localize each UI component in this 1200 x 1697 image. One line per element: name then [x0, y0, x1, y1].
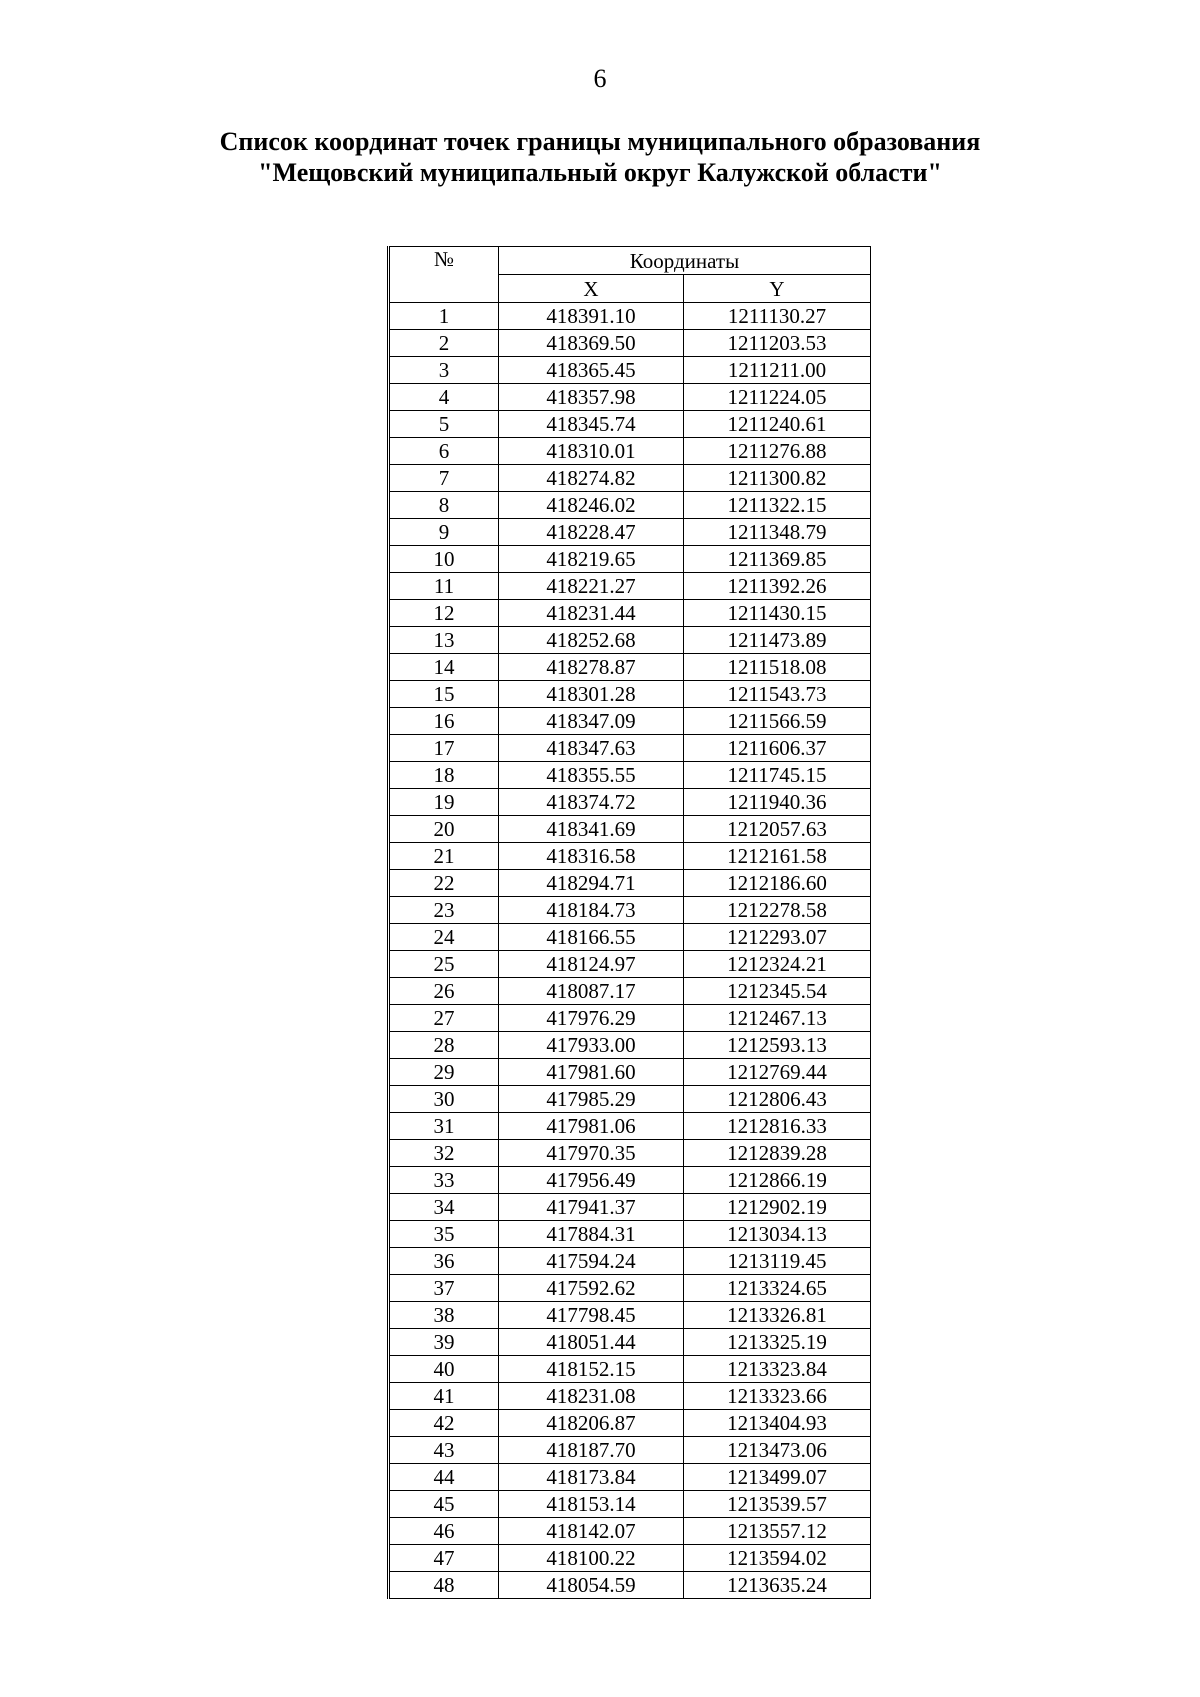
table-row — [389, 357, 871, 384]
cell-x-coordinate: 418294.71 — [499, 870, 684, 897]
cell-x-coordinate: 418100.22 — [499, 1545, 684, 1572]
cell-y-coordinate: 1211322.15 — [684, 492, 871, 519]
table-row — [389, 789, 871, 816]
cell-x-coordinate: 418173.84 — [499, 1464, 684, 1491]
column-header-x: X — [499, 275, 684, 303]
cell-x-coordinate: 418341.69 — [499, 816, 684, 843]
cell-point-number: 27 — [389, 1005, 499, 1032]
cell-y-coordinate: 1212467.13 — [684, 1005, 871, 1032]
table-row — [389, 1518, 871, 1545]
cell-point-number: 3 — [389, 357, 499, 384]
cell-x-coordinate: 418231.08 — [499, 1383, 684, 1410]
cell-point-number: 32 — [389, 1140, 499, 1167]
cell-point-number: 43 — [389, 1437, 499, 1464]
cell-y-coordinate: 1211369.85 — [684, 546, 871, 573]
cell-x-coordinate: 418152.15 — [499, 1356, 684, 1383]
cell-point-number: 28 — [389, 1032, 499, 1059]
cell-point-number: 2 — [389, 330, 499, 357]
cell-point-number: 21 — [389, 843, 499, 870]
cell-x-coordinate: 418374.72 — [499, 789, 684, 816]
cell-point-number: 20 — [389, 816, 499, 843]
table-row — [389, 816, 871, 843]
cell-y-coordinate: 1213557.12 — [684, 1518, 871, 1545]
cell-y-coordinate: 1211543.73 — [684, 681, 871, 708]
table-row — [389, 1032, 871, 1059]
cell-y-coordinate: 1212278.58 — [684, 897, 871, 924]
table-row — [389, 465, 871, 492]
cell-y-coordinate: 1211473.89 — [684, 627, 871, 654]
table-row — [389, 627, 871, 654]
table-row — [389, 519, 871, 546]
table-row — [389, 438, 871, 465]
table-row — [389, 843, 871, 870]
cell-point-number: 15 — [389, 681, 499, 708]
cell-x-coordinate: 417594.24 — [499, 1248, 684, 1275]
cell-y-coordinate: 1212816.33 — [684, 1113, 871, 1140]
cell-y-coordinate: 1212902.19 — [684, 1194, 871, 1221]
cell-point-number: 5 — [389, 411, 499, 438]
cell-point-number: 16 — [389, 708, 499, 735]
cell-x-coordinate: 418246.02 — [499, 492, 684, 519]
cell-y-coordinate: 1212293.07 — [684, 924, 871, 951]
cell-y-coordinate: 1212324.21 — [684, 951, 871, 978]
cell-y-coordinate: 1212593.13 — [684, 1032, 871, 1059]
cell-y-coordinate: 1213326.81 — [684, 1302, 871, 1329]
cell-x-coordinate: 417933.00 — [499, 1032, 684, 1059]
cell-y-coordinate: 1211203.53 — [684, 330, 871, 357]
cell-y-coordinate: 1213323.84 — [684, 1356, 871, 1383]
cell-point-number: 42 — [389, 1410, 499, 1437]
cell-x-coordinate: 418365.45 — [499, 357, 684, 384]
cell-point-number: 25 — [389, 951, 499, 978]
cell-x-coordinate: 418391.10 — [499, 303, 684, 330]
cell-point-number: 29 — [389, 1059, 499, 1086]
cell-y-coordinate: 1211566.59 — [684, 708, 871, 735]
cell-y-coordinate: 1213119.45 — [684, 1248, 871, 1275]
table-row — [389, 411, 871, 438]
table-row — [389, 951, 871, 978]
cell-x-coordinate: 417976.29 — [499, 1005, 684, 1032]
table-row — [389, 1356, 871, 1383]
table-row — [389, 1410, 871, 1437]
table-row — [389, 330, 871, 357]
cell-x-coordinate: 418357.98 — [499, 384, 684, 411]
cell-point-number: 12 — [389, 600, 499, 627]
table-row — [389, 1167, 871, 1194]
cell-point-number: 40 — [389, 1356, 499, 1383]
cell-point-number: 19 — [389, 789, 499, 816]
cell-point-number: 14 — [389, 654, 499, 681]
cell-x-coordinate: 418184.73 — [499, 897, 684, 924]
cell-x-coordinate: 417956.49 — [499, 1167, 684, 1194]
cell-y-coordinate: 1211518.08 — [684, 654, 871, 681]
cell-point-number: 34 — [389, 1194, 499, 1221]
cell-x-coordinate: 417798.45 — [499, 1302, 684, 1329]
cell-point-number: 30 — [389, 1086, 499, 1113]
table-row — [389, 546, 871, 573]
cell-x-coordinate: 417941.37 — [499, 1194, 684, 1221]
table-row — [389, 1491, 871, 1518]
cell-point-number: 44 — [389, 1464, 499, 1491]
cell-y-coordinate: 1211392.26 — [684, 573, 871, 600]
cell-y-coordinate: 1211224.05 — [684, 384, 871, 411]
cell-point-number: 13 — [389, 627, 499, 654]
cell-y-coordinate: 1212806.43 — [684, 1086, 871, 1113]
cell-x-coordinate: 418355.55 — [499, 762, 684, 789]
cell-x-coordinate: 418142.07 — [499, 1518, 684, 1545]
cell-y-coordinate: 1213594.02 — [684, 1545, 871, 1572]
cell-y-coordinate: 1213473.06 — [684, 1437, 871, 1464]
cell-point-number: 46 — [389, 1518, 499, 1545]
table-row — [389, 1302, 871, 1329]
cell-x-coordinate: 418345.74 — [499, 411, 684, 438]
table-row — [389, 654, 871, 681]
cell-x-coordinate: 418231.44 — [499, 600, 684, 627]
cell-y-coordinate: 1213635.24 — [684, 1572, 871, 1599]
page-number: 6 — [593, 64, 607, 93]
column-header-number: № — [389, 247, 499, 303]
cell-y-coordinate: 1211940.36 — [684, 789, 871, 816]
cell-y-coordinate: 1211606.37 — [684, 735, 871, 762]
cell-point-number: 6 — [389, 438, 499, 465]
cell-x-coordinate: 418252.68 — [499, 627, 684, 654]
cell-x-coordinate: 418301.28 — [499, 681, 684, 708]
table-row — [389, 384, 871, 411]
cell-point-number: 31 — [389, 1113, 499, 1140]
table-row — [389, 1437, 871, 1464]
table-row — [389, 1572, 871, 1599]
table-row — [389, 681, 871, 708]
table-row — [389, 303, 871, 330]
cell-x-coordinate: 418310.01 — [499, 438, 684, 465]
cell-point-number: 37 — [389, 1275, 499, 1302]
cell-point-number: 39 — [389, 1329, 499, 1356]
table-row — [389, 1329, 871, 1356]
cell-y-coordinate: 1213325.19 — [684, 1329, 871, 1356]
table-row — [389, 1383, 871, 1410]
cell-x-coordinate: 417970.35 — [499, 1140, 684, 1167]
cell-point-number: 1 — [389, 303, 499, 330]
column-header-y: Y — [684, 275, 871, 303]
table-row — [389, 924, 871, 951]
table-row — [389, 1221, 871, 1248]
cell-y-coordinate: 1211300.82 — [684, 465, 871, 492]
table-row — [389, 1275, 871, 1302]
cell-x-coordinate: 417884.31 — [499, 1221, 684, 1248]
cell-y-coordinate: 1211130.27 — [684, 303, 871, 330]
cell-x-coordinate: 418087.17 — [499, 978, 684, 1005]
document-title-line-1: Список координат точек границы муниципального образования — [219, 127, 981, 156]
cell-x-coordinate: 418153.14 — [499, 1491, 684, 1518]
table-row — [389, 1005, 871, 1032]
cell-point-number: 17 — [389, 735, 499, 762]
cell-point-number: 24 — [389, 924, 499, 951]
cell-y-coordinate: 1212186.60 — [684, 870, 871, 897]
table-row — [389, 1545, 871, 1572]
cell-y-coordinate: 1212161.58 — [684, 843, 871, 870]
cell-x-coordinate: 418187.70 — [499, 1437, 684, 1464]
cell-point-number: 9 — [389, 519, 499, 546]
cell-y-coordinate: 1213404.93 — [684, 1410, 871, 1437]
cell-point-number: 8 — [389, 492, 499, 519]
cell-x-coordinate: 418278.87 — [499, 654, 684, 681]
table-row — [389, 1086, 871, 1113]
cell-point-number: 47 — [389, 1545, 499, 1572]
cell-x-coordinate: 418347.09 — [499, 708, 684, 735]
table-row — [389, 573, 871, 600]
table-header-row — [389, 247, 871, 275]
cell-x-coordinate: 417981.60 — [499, 1059, 684, 1086]
cell-y-coordinate: 1212345.54 — [684, 978, 871, 1005]
cell-point-number: 35 — [389, 1221, 499, 1248]
cell-y-coordinate: 1211430.15 — [684, 600, 871, 627]
cell-y-coordinate: 1213323.66 — [684, 1383, 871, 1410]
cell-y-coordinate: 1211348.79 — [684, 519, 871, 546]
cell-point-number: 11 — [389, 573, 499, 600]
cell-y-coordinate: 1213539.57 — [684, 1491, 871, 1518]
table-row — [389, 897, 871, 924]
cell-x-coordinate: 418051.44 — [499, 1329, 684, 1356]
cell-x-coordinate: 418166.55 — [499, 924, 684, 951]
table-row — [389, 492, 871, 519]
cell-point-number: 48 — [389, 1572, 499, 1599]
table-body — [389, 303, 871, 1599]
cell-y-coordinate: 1212769.44 — [684, 1059, 871, 1086]
table-row — [389, 708, 871, 735]
cell-x-coordinate: 417981.06 — [499, 1113, 684, 1140]
cell-point-number: 23 — [389, 897, 499, 924]
cell-point-number: 26 — [389, 978, 499, 1005]
table-row — [389, 1059, 871, 1086]
table-row — [389, 978, 871, 1005]
table-row — [389, 1464, 871, 1491]
cell-y-coordinate: 1213034.13 — [684, 1221, 871, 1248]
cell-y-coordinate: 1212057.63 — [684, 816, 871, 843]
cell-x-coordinate: 418274.82 — [499, 465, 684, 492]
cell-x-coordinate: 418054.59 — [499, 1572, 684, 1599]
cell-point-number: 38 — [389, 1302, 499, 1329]
table-row — [389, 735, 871, 762]
table-row — [389, 762, 871, 789]
cell-x-coordinate: 418221.27 — [499, 573, 684, 600]
cell-x-coordinate: 418369.50 — [499, 330, 684, 357]
cell-point-number: 4 — [389, 384, 499, 411]
coordinates-table — [387, 246, 871, 1599]
cell-x-coordinate: 417592.62 — [499, 1275, 684, 1302]
table-row — [389, 1248, 871, 1275]
document-title-line-2: "Мещовский муниципальный округ Калужской области" — [258, 158, 942, 187]
cell-point-number: 41 — [389, 1383, 499, 1410]
cell-point-number: 33 — [389, 1167, 499, 1194]
cell-y-coordinate: 1212839.28 — [684, 1140, 871, 1167]
cell-point-number: 36 — [389, 1248, 499, 1275]
column-header-coordinates: Координаты — [499, 247, 871, 275]
table-row — [389, 870, 871, 897]
cell-x-coordinate: 418316.58 — [499, 843, 684, 870]
document-title — [0, 126, 1200, 188]
table-row — [389, 1194, 871, 1221]
cell-y-coordinate: 1211745.15 — [684, 762, 871, 789]
cell-x-coordinate: 418347.63 — [499, 735, 684, 762]
cell-y-coordinate: 1211211.00 — [684, 357, 871, 384]
cell-point-number: 45 — [389, 1491, 499, 1518]
cell-point-number: 22 — [389, 870, 499, 897]
cell-y-coordinate: 1212866.19 — [684, 1167, 871, 1194]
table-row — [389, 1140, 871, 1167]
cell-y-coordinate: 1213324.65 — [684, 1275, 871, 1302]
cell-x-coordinate: 418219.65 — [499, 546, 684, 573]
cell-x-coordinate: 418228.47 — [499, 519, 684, 546]
cell-y-coordinate: 1211240.61 — [684, 411, 871, 438]
cell-point-number: 18 — [389, 762, 499, 789]
table-row — [389, 1113, 871, 1140]
cell-x-coordinate: 418206.87 — [499, 1410, 684, 1437]
cell-x-coordinate: 417985.29 — [499, 1086, 684, 1113]
cell-point-number: 10 — [389, 546, 499, 573]
cell-y-coordinate: 1211276.88 — [684, 438, 871, 465]
cell-x-coordinate: 418124.97 — [499, 951, 684, 978]
table-row — [389, 600, 871, 627]
cell-y-coordinate: 1213499.07 — [684, 1464, 871, 1491]
cell-point-number: 7 — [389, 465, 499, 492]
